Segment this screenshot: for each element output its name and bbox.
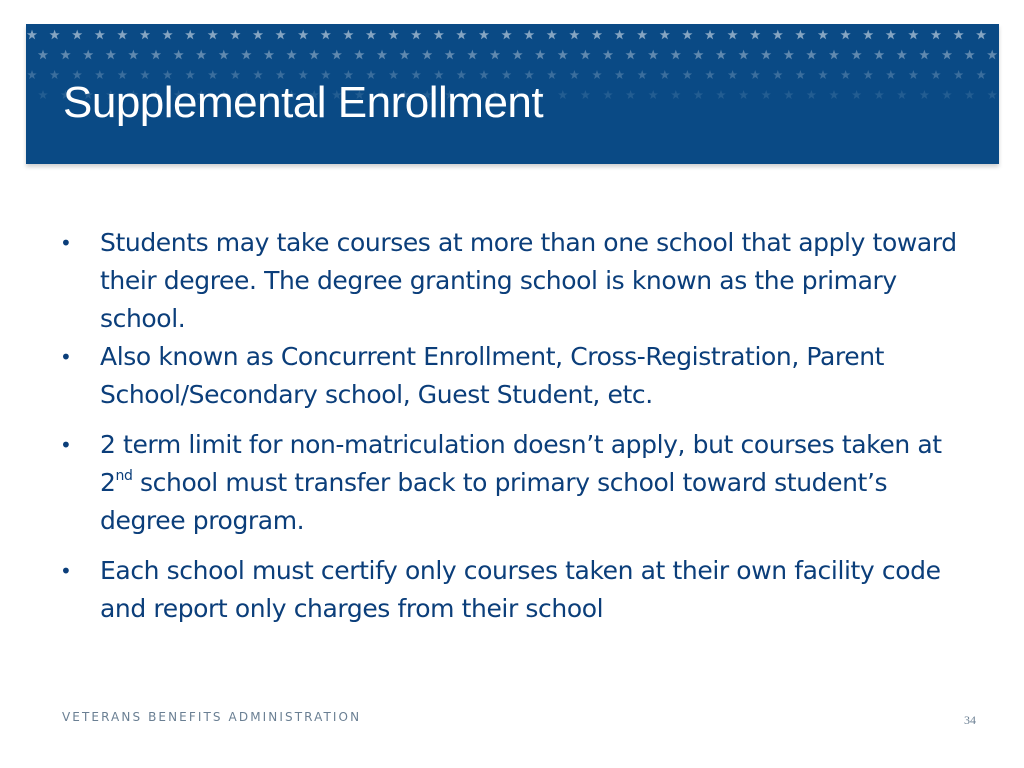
star-icon xyxy=(49,30,59,40)
star-icon xyxy=(479,30,489,40)
star-icon xyxy=(705,70,714,79)
star-icon xyxy=(784,90,793,99)
star-icon xyxy=(512,50,522,60)
star-icon xyxy=(671,90,680,99)
star-icon xyxy=(558,90,567,99)
bullet-icon: • xyxy=(60,345,72,369)
star-icon xyxy=(117,30,127,40)
star-icon xyxy=(874,90,883,99)
star-icon xyxy=(501,30,511,40)
star-icon xyxy=(388,30,398,40)
star-icon xyxy=(321,30,331,40)
star-icon xyxy=(60,50,70,60)
star-icon xyxy=(705,30,715,40)
star-icon xyxy=(841,70,850,79)
star-icon xyxy=(83,50,93,60)
bullet-item xyxy=(58,224,958,338)
star-icon xyxy=(27,70,36,79)
star-icon xyxy=(908,30,918,40)
star-icon xyxy=(909,70,918,79)
star-icon xyxy=(581,90,590,99)
star-icon xyxy=(818,70,827,79)
bullet-text-after: school must transfer back to primary school toward student’s degree program. xyxy=(100,468,888,535)
star-icon xyxy=(931,70,940,79)
title-bar xyxy=(26,24,999,164)
star-icon xyxy=(219,50,229,60)
star-icon xyxy=(897,90,906,99)
star-icon xyxy=(851,50,861,60)
star-icon xyxy=(592,30,602,40)
star-icon xyxy=(693,50,703,60)
star-icon xyxy=(399,50,409,60)
star-icon xyxy=(637,70,646,79)
star-icon xyxy=(796,70,805,79)
bullet-item xyxy=(58,552,958,628)
star-icon xyxy=(615,70,624,79)
star-icon xyxy=(603,90,612,99)
star-icon xyxy=(953,30,963,40)
star-icon xyxy=(829,50,839,60)
star-icon xyxy=(151,50,161,60)
bullet-list xyxy=(58,224,958,628)
star-icon xyxy=(580,50,590,60)
star-icon xyxy=(366,30,376,40)
page-number: 34 xyxy=(964,713,976,727)
star-icon xyxy=(95,30,105,40)
star-icon xyxy=(648,90,657,99)
star-icon xyxy=(140,30,150,40)
star-icon xyxy=(987,90,996,99)
star-icon xyxy=(795,30,805,40)
star-icon xyxy=(434,30,444,40)
star-icon xyxy=(954,70,963,79)
star-icon xyxy=(354,50,364,60)
star-icon xyxy=(852,90,861,99)
star-icon xyxy=(886,30,896,40)
star-icon xyxy=(72,30,82,40)
star-icon xyxy=(173,50,183,60)
star-icon xyxy=(456,30,466,40)
star-icon xyxy=(716,50,726,60)
star-icon xyxy=(241,50,251,60)
star-icon xyxy=(196,50,206,60)
star-icon xyxy=(784,50,794,60)
star-icon xyxy=(807,90,816,99)
star-icon xyxy=(592,70,601,79)
star-icon xyxy=(964,50,974,60)
star-icon xyxy=(637,30,647,40)
star-icon xyxy=(942,90,951,99)
star-icon xyxy=(716,90,725,99)
star-icon xyxy=(377,50,387,60)
star-icon xyxy=(230,30,240,40)
star-icon xyxy=(569,30,579,40)
star-icon xyxy=(603,50,613,60)
star-icon xyxy=(275,30,285,40)
star-icon xyxy=(332,50,342,60)
star-icon xyxy=(965,90,974,99)
star-icon xyxy=(524,30,534,40)
star-icon xyxy=(976,70,985,79)
star-icon xyxy=(863,70,872,79)
star-icon xyxy=(660,30,670,40)
star-icon xyxy=(773,30,783,40)
bullet-text: Students may take courses at more than one school that apply toward their degree. The degree granting school is known as the primary school. xyxy=(100,228,957,333)
star-icon xyxy=(626,90,635,99)
star-icon xyxy=(886,70,895,79)
star-icon xyxy=(38,90,47,99)
ordinal-superscript: nd xyxy=(115,467,133,484)
star-icon xyxy=(253,30,263,40)
star-icon xyxy=(558,50,568,60)
bullet-icon: • xyxy=(60,559,72,583)
star-icon xyxy=(920,90,929,99)
star-icon xyxy=(976,30,986,40)
star-icon xyxy=(445,50,455,60)
star-icon xyxy=(106,50,116,60)
star-icon xyxy=(671,50,681,60)
star-icon xyxy=(739,90,748,99)
star-icon xyxy=(750,30,760,40)
star-icon xyxy=(761,90,770,99)
star-icon xyxy=(942,50,952,60)
star-icon xyxy=(806,50,816,60)
star-icon xyxy=(27,30,37,40)
star-icon xyxy=(490,50,500,60)
star-icon xyxy=(298,30,308,40)
star-icon xyxy=(874,50,884,60)
star-icon xyxy=(411,30,421,40)
bullet-icon: • xyxy=(60,231,72,255)
bullet-item xyxy=(58,426,958,540)
bullet-text-before: 2 term limit for non-matriculation doesn’t apply, but courses taken at 2 xyxy=(100,430,942,497)
star-icon xyxy=(694,90,703,99)
star-icon xyxy=(286,50,296,60)
star-icon xyxy=(343,30,353,40)
star-icon xyxy=(422,50,432,60)
bullet-text: Each school must certify only courses taken at their own facility code and report only charges from their school xyxy=(100,556,941,623)
star-icon xyxy=(547,30,557,40)
star-icon xyxy=(987,50,997,60)
star-icon xyxy=(547,70,556,79)
bullet-text xyxy=(100,426,958,540)
star-icon xyxy=(309,50,319,60)
star-icon xyxy=(761,50,771,60)
slide-title: Supplemental Enrollment xyxy=(63,78,544,127)
star-icon xyxy=(727,30,737,40)
star-icon xyxy=(648,50,658,60)
star-icon xyxy=(840,30,850,40)
star-icon xyxy=(50,70,59,79)
star-icon xyxy=(467,50,477,60)
star-icon xyxy=(773,70,782,79)
star-icon xyxy=(818,30,828,40)
star-icon xyxy=(208,30,218,40)
star-icon xyxy=(38,50,48,60)
footer-organization: VETERANS BENEFITS ADMINISTRATION xyxy=(62,710,362,724)
star-icon xyxy=(570,70,579,79)
star-icon xyxy=(660,70,669,79)
star-icon xyxy=(625,50,635,60)
star-icon xyxy=(931,30,941,40)
star-icon xyxy=(128,50,138,60)
bullet-icon: • xyxy=(60,433,72,457)
star-icon xyxy=(750,70,759,79)
bullet-item xyxy=(58,338,958,414)
star-icon xyxy=(919,50,929,60)
star-icon xyxy=(535,50,545,60)
star-icon xyxy=(728,70,737,79)
star-icon xyxy=(683,70,692,79)
star-icon xyxy=(829,90,838,99)
star-icon xyxy=(682,30,692,40)
star-icon xyxy=(185,30,195,40)
star-icon xyxy=(863,30,873,40)
bullet-text: Also known as Concurrent Enrollment, Cross-Registration, Parent School/Secondary school, Guest Student, etc. xyxy=(100,342,885,409)
star-icon xyxy=(264,50,274,60)
star-icon xyxy=(614,30,624,40)
star-icon xyxy=(897,50,907,60)
star-icon xyxy=(738,50,748,60)
star-icon xyxy=(162,30,172,40)
